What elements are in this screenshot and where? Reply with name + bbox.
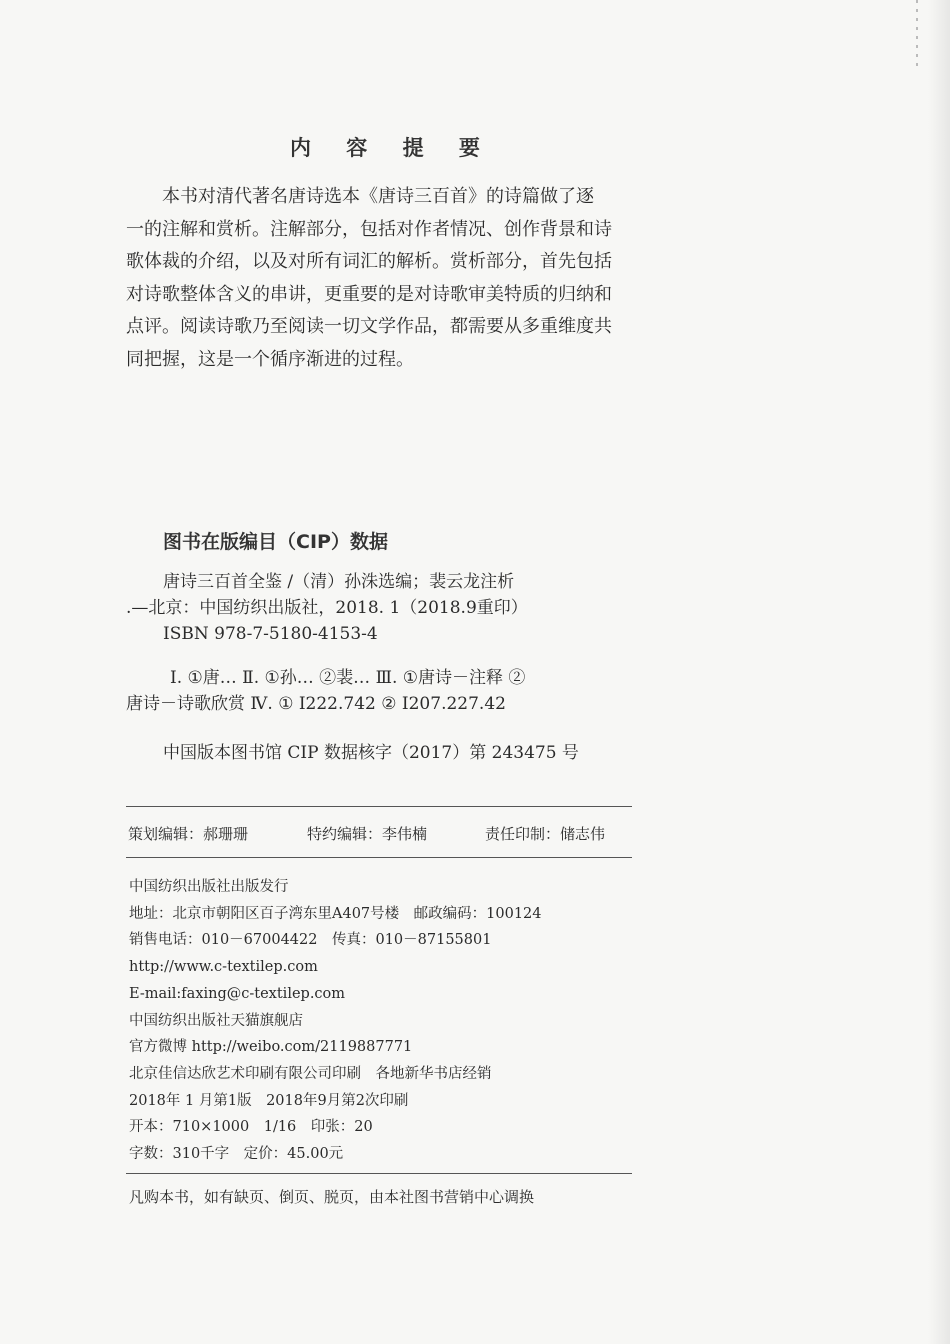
- scan-edge-marks: [916, 0, 918, 70]
- scan-edge-shadow: [928, 0, 950, 1344]
- publisher-line: 开本：710×1000 1/16 印张：20: [129, 1119, 373, 1136]
- summary-title: 内 容 提 要: [290, 136, 494, 160]
- publisher-line: 中国纺织出版社天猫旗舰店: [129, 1012, 303, 1029]
- summary-line: 点评。阅读诗歌乃至阅读一切文学作品，都需要从多重维度共: [126, 316, 612, 337]
- summary-line: 本书对清代著名唐诗选本《唐诗三百首》的诗篇做了逐: [162, 186, 594, 207]
- publisher-line: 北京佳信达欣艺术印刷有限公司印刷 各地新华书店经销: [129, 1065, 492, 1082]
- publisher-line: E-mail:faxing@c-textilep.com: [129, 985, 346, 1002]
- publisher-line: 地址：北京市朝阳区百子湾东里A407号楼 邮政编码：100124: [129, 905, 542, 922]
- summary-text: [126, 181, 626, 376]
- cip-publisher-line: .—北京：中国纺织出版社，2018. 1（2018.9重印）: [126, 598, 528, 618]
- cip-classification: [126, 665, 525, 717]
- cip-title-line: 唐诗三百首全鉴 /（清）孙洙选编；裴云龙注析: [163, 572, 515, 592]
- publisher-line: 销售电话：010－67004422 传真：010－87155801: [129, 932, 492, 949]
- publisher-line: 中国纺织出版社出版发行: [129, 879, 289, 895]
- divider: [126, 1173, 632, 1174]
- summary-line: 同把握，这是一个循序渐进的过程。: [126, 348, 414, 370]
- classification-line: 唐诗－诗歌欣赏 Ⅳ. ① I222.742 ② I207.227.42: [126, 694, 506, 714]
- divider: [126, 857, 632, 858]
- summary-line: 对诗歌整体含义的串讲，更重要的是对诗歌审美特质的归纳和: [126, 283, 612, 305]
- planning-editor: 策划编辑：郝珊珊: [128, 825, 249, 843]
- classification-line: Ⅰ. ①唐… Ⅱ. ①孙… ②裴… Ⅲ. ①唐诗－注释 ②: [170, 668, 526, 688]
- cip-record: [126, 569, 528, 647]
- replacement-note: 凡购本书，如有缺页、倒页、脱页，由本社图书营销中心调换: [129, 1188, 535, 1206]
- cip-isbn-line: ISBN 978-7-5180-4153-4: [163, 624, 378, 644]
- divider: [126, 806, 632, 807]
- printing-manager: 责任印制：储志伟: [485, 825, 606, 843]
- summary-line: 一的注解和赏析。注解部分，包括对作者情况、创作背景和诗: [126, 218, 612, 240]
- special-editor: 特约编辑：李伟楠: [307, 825, 428, 843]
- publisher-line: 字数：310千字 定价：45.00元: [129, 1146, 344, 1163]
- cip-number: 中国版本图书馆 CIP 数据核字（2017）第 243475 号: [163, 743, 579, 763]
- publisher-line: 2018年 1 月第1版 2018年9月第2次印刷: [129, 1092, 409, 1109]
- cip-heading: 图书在版编目（CIP）数据: [163, 531, 388, 553]
- summary-line: 歌体裁的介绍，以及对所有词汇的解析。赏析部分，首先包括: [126, 251, 612, 272]
- publisher-line: http://www.c-textilep.com: [129, 959, 318, 976]
- publisher-info: [129, 874, 542, 1168]
- publisher-line: 官方微博 http://weibo.com/2119887771: [129, 1039, 413, 1056]
